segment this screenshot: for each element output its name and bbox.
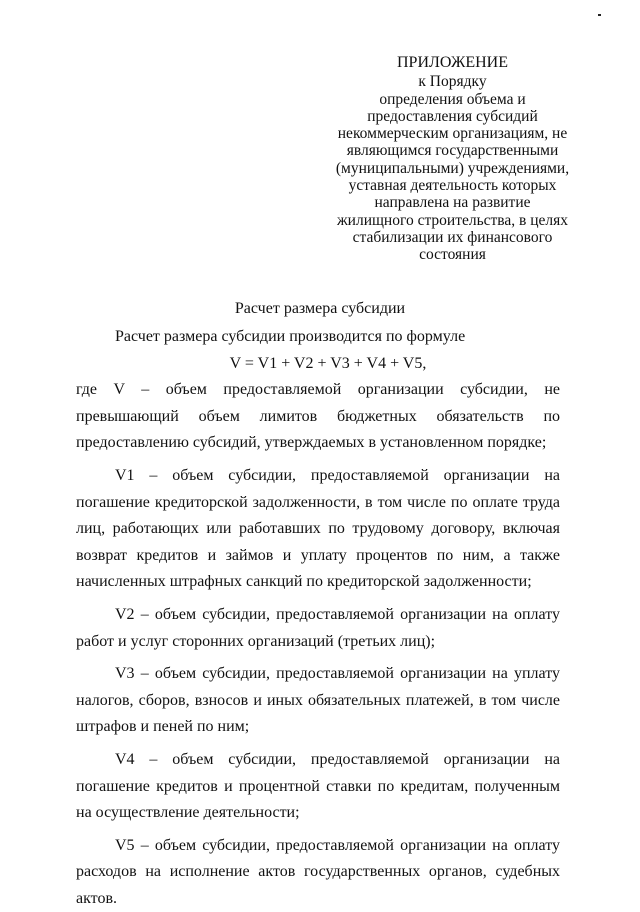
paragraph-v1: V1 – объем субсидии, предоставляемой организации на погашение кредиторской задолженности, в том числе по оплате труда лиц, работающих или работавших по трудовому договору, включая возврат кредитов и займов и уплату процентов по ним, а также начисленных штрафных санкций по кредиторской задолженности; [76,466,560,591]
appendix-line: определения объема и [379,90,526,108]
appendix-header [325,54,580,264]
paragraph-v4: V4 – объем субсидии, предоставляемой организации на погашение кредитов и процентной ставки по кредитам, полученным на осуществление деятельности; [76,750,560,822]
appendix-line: состояния [419,246,486,264]
appendix-line: (муниципальными) учреждениями, [335,159,570,177]
appendix-line: предоставления субсидий [367,107,538,125]
appendix-line: стабилизации их финансового [352,228,553,246]
appendix-line: некоммерческим организациям, не [337,125,568,143]
appendix-line: к Порядку [418,73,487,91]
section-title: Расчет размера субсидии [234,300,406,317]
paragraph-v3: V3 – объем субсидии, предоставляемой организации на уплату налогов, сборов, взносов и иных обязательных платежей, в том числе штрафов и пеней по ним; [76,665,560,736]
appendix-title: ПРИЛОЖЕНИЕ [396,54,508,71]
appendix-line: направлена на развитие [374,194,531,212]
document-body [76,324,560,912]
appendix-line: являющимся государственными [346,142,559,160]
paragraph-v: где V – объем предоставляемой организации субсидии, не превышающий объем лимитов бюджетных обязательств по предоставлению субсидий, утверждаемых в установленном порядке; [76,381,560,452]
appendix-line: уставная деятельность которых [348,177,557,195]
formula: V = V1 + V2 + V3 + V4 + V5, [229,354,427,372]
paragraph-v5: V5 – объем субсидии, предоставляемой организации на оплату расходов на исполнение актов государственных органов, судебных актов. [76,836,560,907]
scan-mark [598,14,601,16]
appendix-line: жилищного строительства, в целях [336,211,569,229]
formula-intro: Расчет размера субсидии производится по формуле [115,328,466,345]
paragraph-v2: V2 – объем субсидии, предоставляемой организации на оплату работ и услуг сторонних организаций (третьих лиц); [76,605,560,650]
